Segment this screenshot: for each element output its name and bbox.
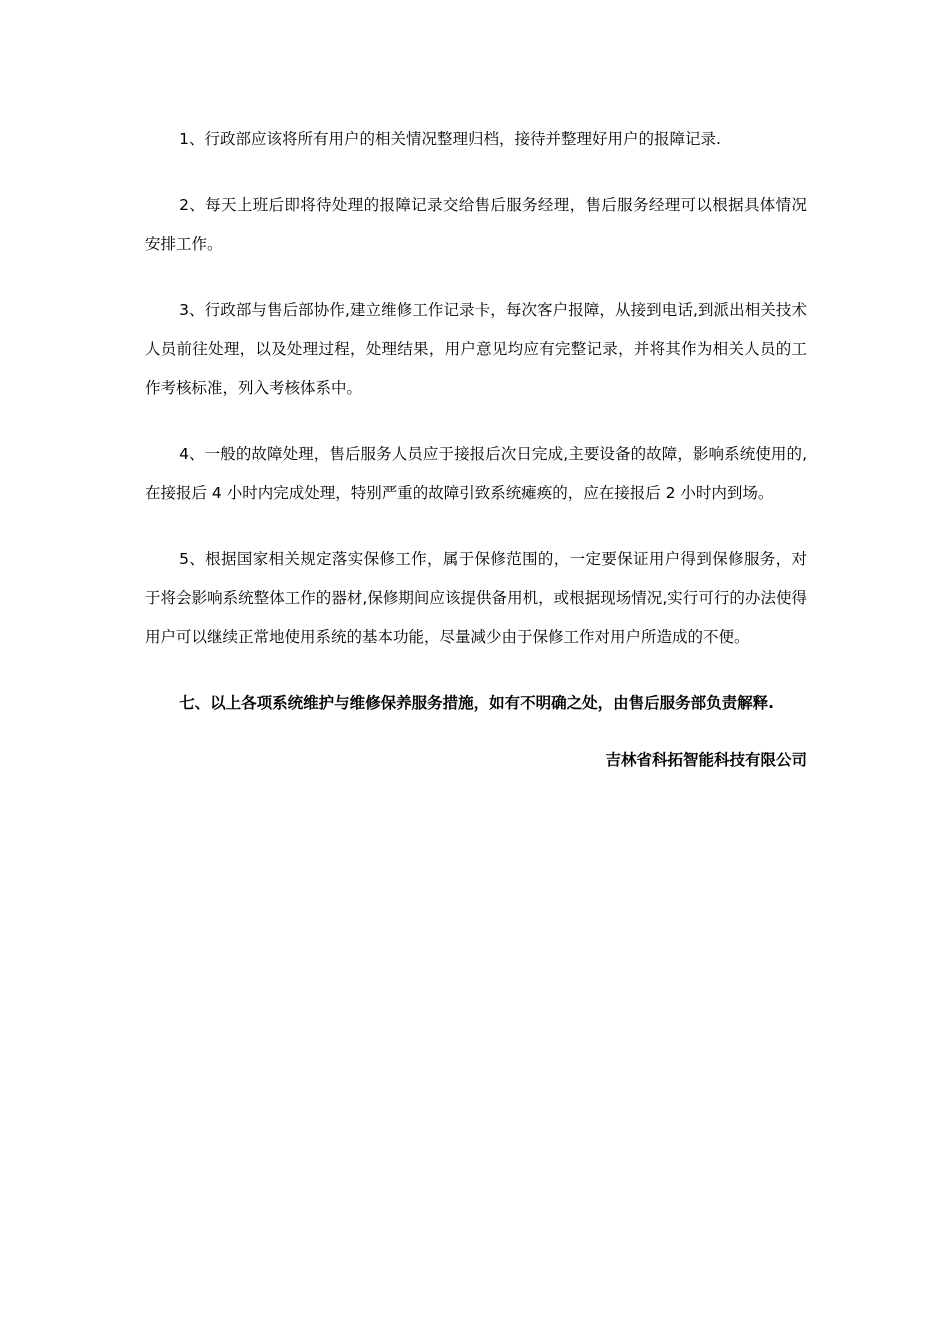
document-body bbox=[145, 120, 807, 780]
paragraph-5: 5、根据国家相关规定落实保修工作，属于保修范围的，一定要保证用户得到保修服务，对于将会影响系统整体工作的器材,保修期间应该提供备用机，或根据现场情况,实行可行的办法使得用户可以继续正常地使用系统的基本功能，尽量减少由于保修工作对用户所造成的不便。 bbox=[145, 550, 807, 646]
paragraph-1: 1、行政部应该将所有用户的相关情况整理归档，接待并整理好用户的报障记录. bbox=[179, 130, 721, 148]
paragraph-3: 3、行政部与售后部协作,建立维修工作记录卡，每次客户报障，从接到电话,到派出相关技术人员前往处理，以及处理过程，处理结果，用户意见均应有完整记录，并将其作为相关人员的工作考核标准，列入考核体系中。 bbox=[145, 301, 807, 397]
company-signature: 吉林省科拓智能科技有限公司 bbox=[605, 751, 807, 769]
paragraph-4: 4、一般的故障处理，售后服务人员应于接报后次日完成,主要设备的故障，影响系统使用的,在接报后 4 小时内完成处理，特别严重的故障引致系统瘫痪的，应在接报后 2 小时内到场。 bbox=[145, 445, 807, 502]
paragraph-2: 2、每天上班后即将待处理的报障记录交给售后服务经理，售后服务经理可以根据具体情况安排工作。 bbox=[145, 196, 807, 253]
closing-statement: 七、以上各项系统维护与维修保养服务措施，如有不明确之处，由售后服务部负责解释. bbox=[179, 694, 774, 712]
